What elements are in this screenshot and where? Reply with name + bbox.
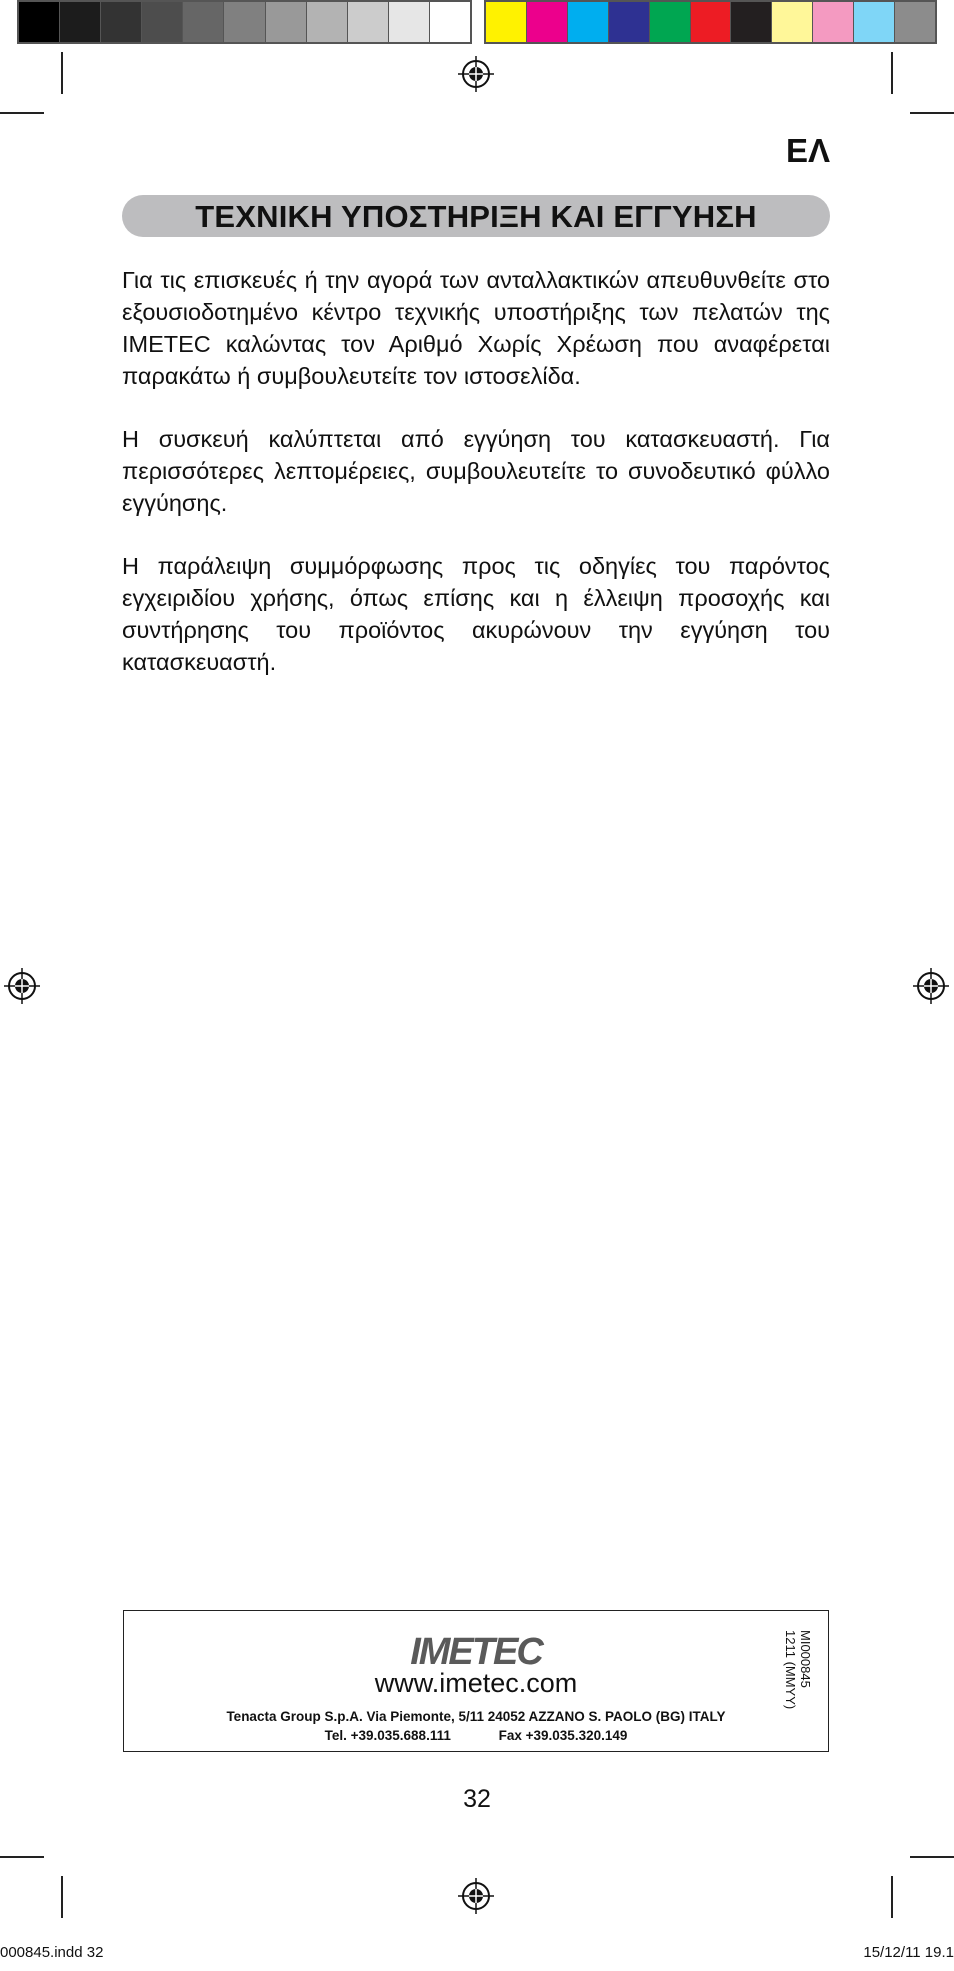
color-swatch-6 [691,2,732,42]
phone-numbers [124,1728,828,1743]
color-swatch-8 [772,2,813,42]
process-color-bar [484,0,937,44]
gray-swatch-1 [19,2,60,42]
date-slug: 15/12/11 19.1 [863,1944,954,1961]
gray-swatch-2 [60,2,101,42]
registration-mark-icon [458,56,494,92]
registration-mark-icon [458,1878,494,1914]
gray-swatch-6 [224,2,265,42]
contact-box [123,1610,829,1752]
gray-swatch-3 [101,2,142,42]
gray-swatch-5 [183,2,224,42]
fax-number: Fax +39.035.320.149 [498,1728,628,1743]
gray-swatch-11 [430,2,470,42]
section-title: ΤΕΧΝΙΚΗ ΥΠΟΣΤΗΡΙΞΗ ΚΑΙ ΕΓΓΥΗΣΗ [122,195,830,237]
color-swatch-4 [609,2,650,42]
body-text [122,264,830,709]
language-code: ΕΛ [785,132,830,169]
crop-mark-bottom-left-v [61,1876,63,1918]
website-link[interactable]: www.imetec.com [374,1668,578,1698]
telephone-number: Tel. +39.035.688.111 [324,1728,451,1743]
color-swatch-2 [527,2,568,42]
gray-swatch-8 [307,2,348,42]
file-slug: 000845.indd 32 [0,1944,104,1961]
color-swatch-11 [895,2,935,42]
crop-mark-top-left-v [61,52,63,94]
color-swatch-5 [650,2,691,42]
crop-mark-top-right-h [910,112,954,114]
color-swatch-1 [486,2,527,42]
registration-mark-icon [913,968,949,1004]
gray-swatch-9 [348,2,389,42]
document-code [783,1630,813,1726]
page-number: 32 [463,1785,491,1813]
paragraph: Η συσκευή καλύπτεται από εγγύηση του κατασκευαστή. Για περισσότερες λεπτομέρειες, συμβουλευτείτε το συνοδευτικό φύλλο εγγύησης. [122,426,830,516]
gray-swatch-7 [266,2,307,42]
crop-mark-top-left-h [0,112,44,114]
crop-mark-top-right-v [891,52,893,94]
color-swatch-7 [731,2,772,42]
color-swatch-3 [568,2,609,42]
paragraph: Η παράλειψη συμμόρφωσης προς τις οδηγίες του παρόντος εγχειριδίου χρήσης, όπως επίσης και η έλλειψη προσοχής και συντήρησης του προϊόντος ακυρώνουν την εγγύηση του κατασκευαστή. [122,553,830,675]
model-code: MI000845 [798,1630,813,1688]
crop-mark-bottom-right-v [891,1876,893,1918]
gray-swatch-10 [389,2,430,42]
grayscale-color-bar [17,0,472,44]
svg-text:IMETEC: IMETEC [410,1631,542,1669]
date-code: 1211 (MMYY) [783,1630,798,1710]
crop-mark-bottom-right-h [910,1856,954,1858]
crop-mark-bottom-left-h [0,1856,44,1858]
color-swatch-10 [854,2,895,42]
company-address: Tenacta Group S.p.A. Via Piemonte, 5/11 24052 AZZANO S. PAOLO (BG) ITALY [226,1709,726,1724]
registration-mark-icon [4,968,40,1004]
color-swatch-9 [813,2,854,42]
paragraph: Για τις επισκευές ή την αγορά των ανταλλακτικών απευθυνθείτε στο εξουσιοδοτημένο κέντρο τεχνικής υποστήριξης των πελατών της IMETEC καλώντας τον Αριθμό Χωρίς Χρέωση που αναφέρεται παρακάτω ή συμβουλευτείτε τον ιστοσελίδα. [122,267,830,389]
imetec-logo-icon [401,1631,551,1669]
gray-swatch-4 [142,2,183,42]
